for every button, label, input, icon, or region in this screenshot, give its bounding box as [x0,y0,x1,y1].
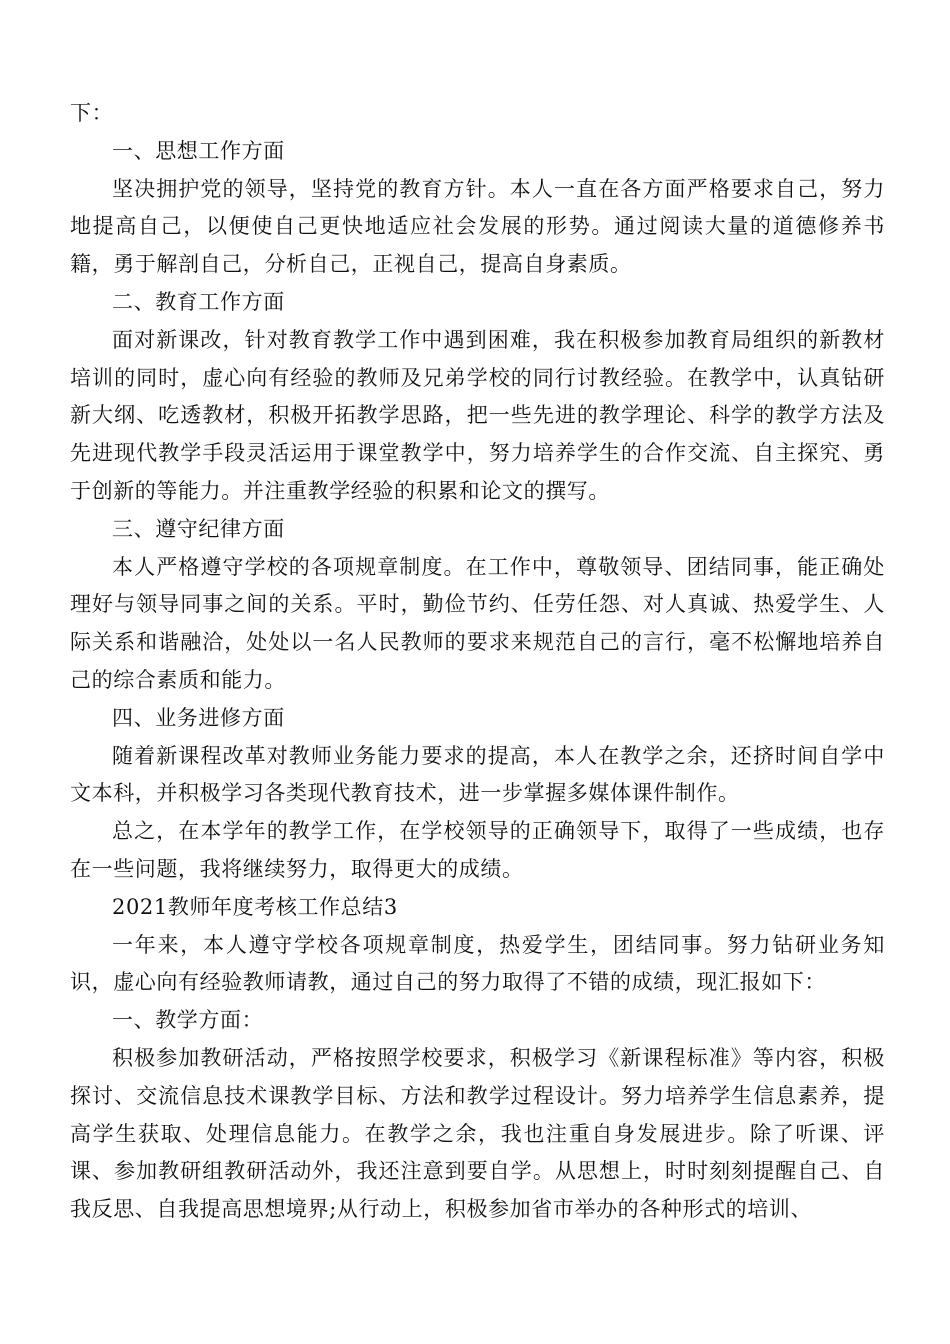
paragraph-training: 随着新课程改革对教师业务能力要求的提高，本人在教学之余，还挤时间自学中文本科，并积极学习各类现代教育技术，进一步掌握多媒体课件制作。 [70,743,885,806]
continuation-line: 下： [70,101,114,125]
section-heading-education: 二、教育工作方面 [112,289,285,314]
paragraph-discipline: 本人严格遵守学校的各项规章制度。在工作中，尊敬领导、团结同事，能正确处理好与领导同事之间的关系。平时，勤俭节约、任劳任怨、对人真诚、热爱学生、人际关系和谐融洽，处处以一名人民教师的要求来规范自己的言行，毫不松懈地培养自己的综合素质和能力。 [70,554,885,692]
paragraph-intro: 一年来，本人遵守学校各项规章制度，热爱学生，团结同事。努力钻研业务知识，虚心向有经验教师请教，通过自己的努力取得了不错的成绩，现汇报如下： [70,932,885,995]
paragraph-summary: 总之，在本学年的教学工作，在学校领导的正确领导下，取得了一些成绩，也存在一些问题，我将继续努力，取得更大的成绩。 [70,819,885,881]
paragraph-thought: 坚决拥护党的领导，坚持党的教育方针。本人一直在各方面严格要求自己，努力地提高自己，以便使自己更快地适应社会发展的形势。通过阅读大量的道德修养书籍，勇于解剖自己，分析自己，正视自己，提高自身素质。 [70,176,885,277]
document-body [70,95,885,1229]
section-heading-thought: 一、思想工作方面 [112,138,285,163]
paragraph-teaching: 积极参加教研活动，严格按照学校要求，积极学习《新课程标准》等内容，积极探讨、交流信息技术课教学目标、方法和教学过程设计。努力培养学生信息素养，提高学生获取、处理信息能力。在教学之余，我也注重自身发展进步。除了听课、评课、参加教研组教研活动外，我还注意到要自学。从思想上，时时刻刻提醒自己、自我反思、自我提高思想境界;从行动上，积极参加省市举办的各种形式的培训、 [70,1045,885,1222]
section-heading-training: 四、业务进修方面 [112,705,285,730]
section-heading-discipline: 三、遵守纪律方面 [112,516,285,541]
section-heading-teaching: 一、教学方面： [112,1008,264,1033]
paragraph-education: 面对新课改，针对教育教学工作中遇到困难，我在积极参加教育局组织的新教材培训的同时，虚心向有经验的教师及兄弟学校的同行讨教经验。在教学中，认真钻研新大纲、吃透教材，积极开拓教学思路，把一些先进的教学理论、科学的教学方法及先进现代教学手段灵活运用于课堂教学中，努力培养学生的合作交流、自主探究、勇于创新的等能力。并注重教学经验的积累和论文的撰写。 [70,327,885,503]
document-subtitle: 2021教师年度考核工作总结3 [112,894,398,919]
